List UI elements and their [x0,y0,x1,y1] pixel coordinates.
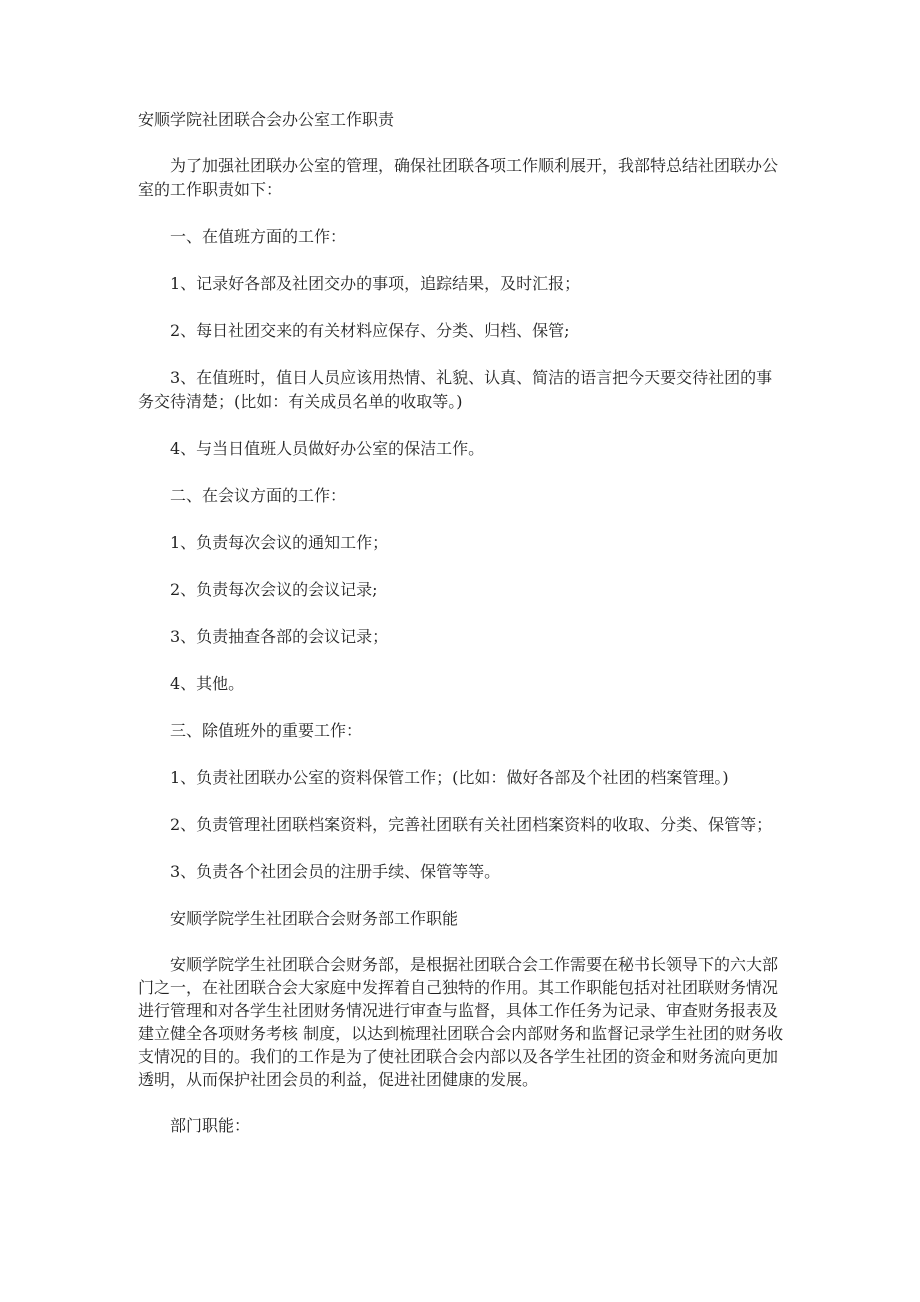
section-heading-duty: 一、在值班方面的工作： [170,227,347,246]
meeting-item-2: 2、负责每次会议的会议记录; [170,580,378,599]
important-item-1: 1、负责社团联办公室的资料保管工作；(比如：做好各部及个社团的档案管理。) [170,768,729,787]
duty-item-4: 4、与当日值班人员做好办公室的保洁工作。 [170,439,485,458]
important-item-3: 3、负责各个社团会员的注册手续、保管等等。 [170,862,501,881]
department-functions-label: 部门职能： [170,1116,251,1135]
duty-item-2: 2、每日社团交来的有关材料应保存、分类、归档、保管; [170,321,570,340]
meeting-item-3: 3、负责抽查各部的会议记录； [170,627,389,646]
duty-item-3: 3、在值班时，值日人员应该用热情、礼貌、认真、简洁的语言把今天要交待社团的事务交待清楚；(比如：有关成员名单的收取等。) [138,368,773,411]
document-page [138,108,784,1161]
meeting-item-1: 1、负责每次会议的通知工作； [170,533,389,552]
intro-paragraph: 为了加强社团联办公室的管理，确保社团联各项工作顺利展开，我部特总结社团联办公室的工作职责如下： [138,156,779,199]
important-item-2: 2、负责管理社团联档案资料，完善社团联有关社团档案资料的收取、分类、保管等； [170,815,773,834]
finance-title: 安顺学院学生社团联合会财务部工作职能 [170,909,459,928]
finance-paragraph: 安顺学院学生社团联合会财务部，是根据社团联合会工作需要在秘书长领导下的六大部门之一，在社团联合会大家庭中发挥着自己独特的作用。其工作职能包括对社团联财务情况进行管理和对各学生社团财务情况进行审查与监督，具体工作任务为记录、审查财务报表及建立健全各项财务考核 制度，以达到梳理社团联合会内部财务和监督记录学生社团的财务收支情况的目的。我们的工作是为了使社团联合会内部以及各学生社团的资金和财务流向更加透明，从而保护社团会员的利益，促进社团健康的发展。 [138,955,784,1089]
document-title: 安顺学院社团联合会办公室工作职责 [138,110,395,129]
meeting-item-4: 4、其他。 [170,674,245,693]
section-heading-meeting: 二、在会议方面的工作： [170,486,347,505]
duty-item-1: 1、记录好各部及社团交办的事项，追踪结果，及时汇报； [170,274,581,293]
section-heading-important: 三、除值班外的重要工作： [170,721,363,740]
